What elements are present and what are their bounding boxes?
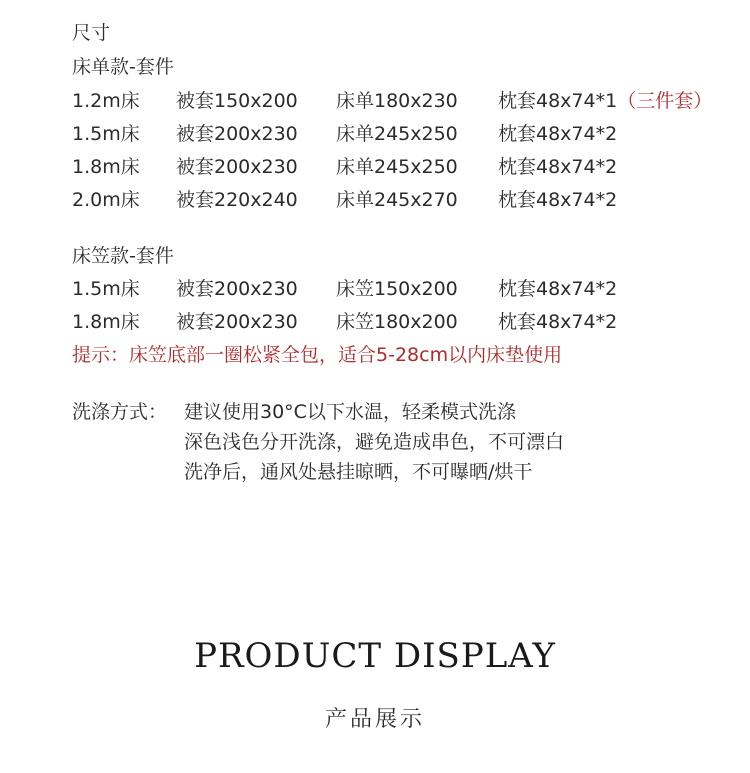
size-heading: 尺寸 <box>72 22 111 44</box>
pillow-size: 枕套48x74*2 <box>498 311 618 333</box>
bed-size: 1.2m床 <box>72 90 140 112</box>
fitted-sheet-tip: 提示：床笠底部一圈松紧全包，适合5-28cm以内床垫使用 <box>72 344 563 366</box>
duvet-size: 被套200x230 <box>176 123 298 145</box>
washing-instruction: 建议使用30°C以下水温，轻柔模式洗涤 <box>184 401 516 423</box>
duvet-size: 被套200x230 <box>176 311 298 333</box>
washing-instruction: 洗净后，通风处悬挂晾晒，不可曝晒/烘干 <box>184 461 533 483</box>
fitted-sheet-size: 床笠150x200 <box>336 278 458 300</box>
product-display-title: PRODUCT DISPLAY <box>194 636 556 676</box>
bed-size: 1.8m床 <box>72 311 140 333</box>
sheet-size: 床单245x250 <box>336 156 458 178</box>
bed-size: 1.8m床 <box>72 156 140 178</box>
duvet-size: 被套200x230 <box>176 156 298 178</box>
pillow-size: 枕套48x74*2 <box>498 278 618 300</box>
fitted-sheet-size: 床笠180x200 <box>336 311 458 333</box>
washing-instruction: 深色浅色分开洗涤，避免造成串色，不可漂白 <box>184 431 565 453</box>
pillow-size: 枕套48x74*1（三件套） <box>498 90 713 112</box>
bed-size: 1.5m床 <box>72 123 140 145</box>
duvet-size: 被套200x230 <box>176 278 298 300</box>
sheet-size: 床单245x270 <box>336 189 458 211</box>
bed-size: 2.0m床 <box>72 189 140 211</box>
pillow-size: 枕套48x74*2 <box>498 189 618 211</box>
sheet-size: 床单180x230 <box>336 90 458 112</box>
fitted-sheet-set-title: 床笠款-套件 <box>72 245 174 267</box>
washing-label: 洗涤方式： <box>72 401 168 423</box>
pillow-size: 枕套48x74*2 <box>498 156 618 178</box>
bed-size: 1.5m床 <box>72 278 140 300</box>
set-note: （三件套） <box>617 90 713 112</box>
pillow-size: 枕套48x74*2 <box>498 123 618 145</box>
sheet-size: 床单245x250 <box>336 123 458 145</box>
duvet-size: 被套220x240 <box>176 189 298 211</box>
flat-sheet-set-title: 床单款-套件 <box>72 56 174 78</box>
duvet-size: 被套150x200 <box>176 90 298 112</box>
product-display-subtitle: 产品展示 <box>324 707 425 732</box>
